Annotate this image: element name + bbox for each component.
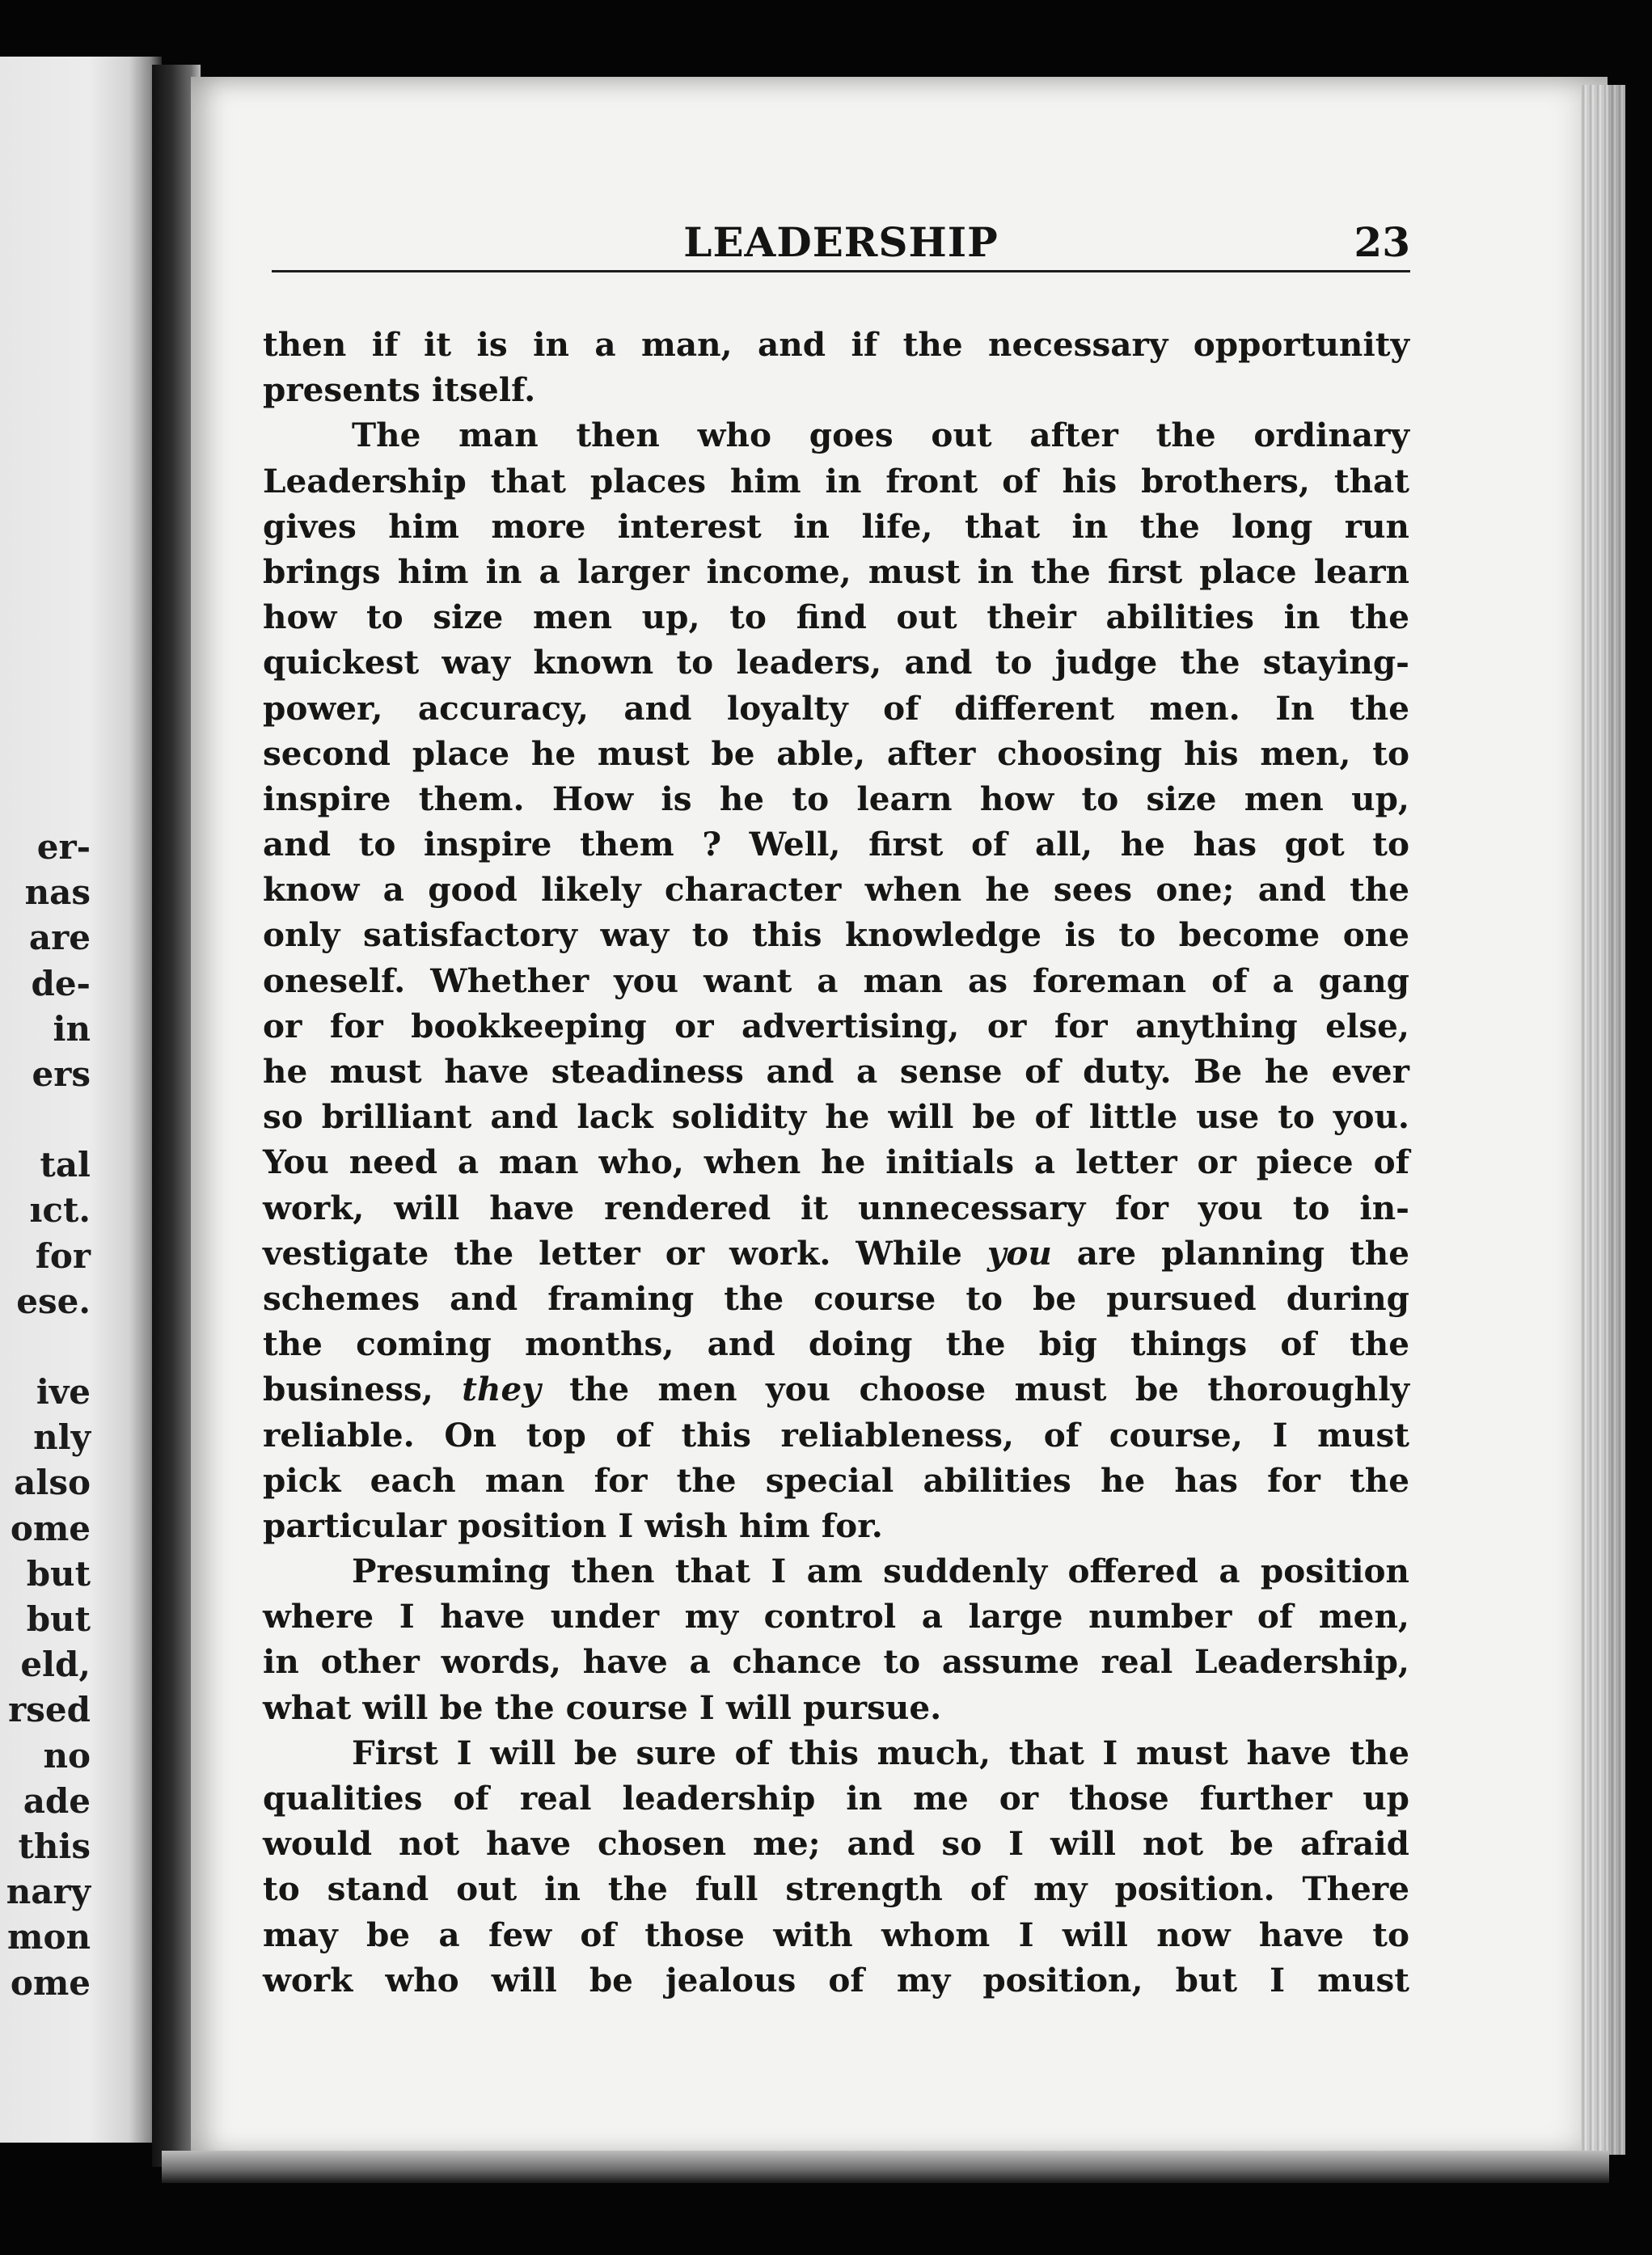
text-line: First I will be sure of this much, that I must have the	[352, 1733, 1409, 1772]
text-line: Leadership that places him in front of his brothers, that	[263, 461, 1409, 500]
facing-page-fragment: nly	[33, 1417, 91, 1458]
text-line: schemes and framing the course to be pursued during	[263, 1278, 1409, 1318]
text-line: in other words, have a chance to assume real Leadership,	[263, 1642, 1409, 1682]
text-line: work who will be jealous of my position, but I must	[263, 1960, 1409, 2000]
text-line: presents itself.	[263, 370, 536, 410]
facing-page-fragment: are	[28, 918, 91, 958]
text-line: then if it is in a man, and if the necessary opportunity	[263, 325, 1409, 364]
facing-page-fragment: this	[18, 1826, 91, 1867]
text-line: he must have steadiness and a sense of duty. Be he ever	[263, 1052, 1409, 1091]
text-line: qualities of real leadership in me or those further up	[263, 1779, 1409, 1818]
facing-page-text-fragments	[0, 825, 162, 2006]
text-line: power, accuracy, and loyalty of different men. In the	[263, 688, 1409, 728]
facing-page-fragment: in	[53, 1008, 91, 1049]
text-line: would not have chosen me; and so I will not be afraid	[263, 1824, 1409, 1864]
facing-page-fragment: but	[26, 1599, 91, 1640]
facing-page-fragment: ive	[36, 1372, 91, 1413]
text-line: inspire them. How is he to learn how to size men up,	[263, 779, 1409, 818]
facing-page-fragment: ome	[10, 1508, 91, 1548]
text-line: only satisfactory way to this knowledge is to become one	[263, 915, 1409, 955]
text-line: The man then who goes out after the ordinary	[352, 416, 1409, 455]
text-line: to stand out in the full strength of my position. There	[263, 1869, 1409, 1909]
text-line: so brilliant and lack solidity he will be of little use to you.	[263, 1097, 1409, 1137]
text-line: Presuming then that I am suddenly offered a position	[352, 1552, 1409, 1591]
text-line: what will be the course I will pursue.	[263, 1687, 942, 1727]
text-line: oneself. Whether you want a man as foreman of a gang	[263, 961, 1409, 1000]
facing-page-fragment: ıct.	[29, 1190, 91, 1231]
text-line: know a good likely character when he sees one; and the	[263, 870, 1409, 910]
running-head: LEADERSHIP	[683, 218, 999, 266]
text-line: may be a few of those with whom I will now have to	[263, 1915, 1409, 1954]
text-line: or for bookkeeping or advertising, or for anything else,	[263, 1006, 1409, 1045]
facing-page-fragment: no	[43, 1735, 91, 1776]
page-header	[272, 212, 1410, 272]
facing-page-fragment: er-	[36, 827, 91, 867]
facing-page-fragment: de-	[31, 963, 91, 1003]
facing-page-fragment: nary	[6, 1872, 91, 1912]
text-line: the coming months, and doing the big things of the	[263, 1324, 1409, 1364]
text-line: how to size men up, to find out their abilities in the	[263, 598, 1409, 637]
text-line: where I have under my control a large number of men,	[263, 1597, 1409, 1636]
facing-page-fragment: mon	[7, 1917, 91, 1957]
text-line: business, they the men you choose must be thoroughly	[263, 1370, 1409, 1409]
facing-page-fragment: but	[26, 1553, 91, 1594]
text-line: You need a man who, when he initials a letter or piece of	[263, 1142, 1409, 1182]
facing-page-fragment: nas	[24, 872, 91, 913]
text-line: vestigate the letter or work. While you are planning the	[263, 1233, 1409, 1273]
facing-page-fragment: also	[14, 1463, 91, 1503]
facing-page-fragment: ese.	[16, 1281, 91, 1321]
page-edge-bottom	[162, 2151, 1609, 2183]
text-line: brings him in a larger income, must in the first place learn	[263, 551, 1409, 591]
text-line: second place he must be able, after choosing his men, to	[263, 733, 1409, 773]
page-edge-right	[1581, 85, 1625, 2155]
facing-page-fragment	[0, 1097, 91, 1142]
text-line: reliable. On top of this reliableness, of course, I must	[263, 1415, 1409, 1455]
facing-page-fragment: tal	[40, 1145, 91, 1185]
text-line: work, will have rendered it unnecessary for you to in-	[263, 1188, 1409, 1227]
facing-page	[0, 57, 162, 2143]
facing-page-fragment: for	[35, 1235, 91, 1276]
body-text	[263, 322, 1409, 2003]
text-line: pick each man for the special abilities he has for the	[263, 1460, 1409, 1500]
facing-page-fragment: ers	[32, 1054, 91, 1095]
text-line: and to inspire them ? Well, first of all, he has got to	[263, 825, 1409, 864]
text-line: gives him more interest in life, that in the long run	[263, 506, 1409, 546]
facing-page-fragment: rsed	[8, 1690, 91, 1730]
text-line: particular position I wish him for.	[263, 1505, 883, 1545]
facing-page-fragment: ade	[23, 1780, 91, 1821]
facing-page-fragment: ome	[10, 1962, 91, 2003]
text-line: quickest way known to leaders, and to judge the staying-	[263, 643, 1409, 682]
facing-page-fragment	[0, 1324, 91, 1370]
facing-page-fragment: eld,	[20, 1645, 91, 1685]
page-number: 23	[1354, 218, 1410, 266]
